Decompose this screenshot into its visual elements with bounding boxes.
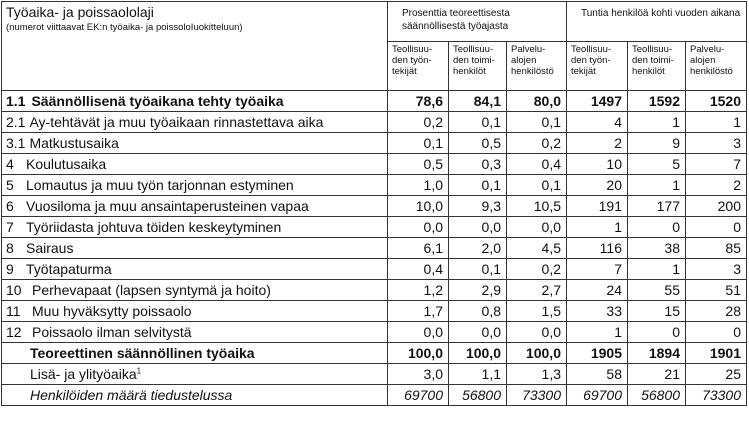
cell: 0,0 <box>388 322 449 343</box>
row-number: 11 <box>6 303 21 319</box>
cell: 0,5 <box>388 154 449 175</box>
cell: 15 <box>628 301 686 322</box>
row-number: 8 <box>6 240 14 256</box>
row-number: 6 <box>6 198 14 214</box>
row-number: 9 <box>6 261 14 277</box>
cell: 1 <box>628 175 686 196</box>
cell: 0,1 <box>449 112 507 133</box>
col-header-industry-officials-pct: Teollisuu- den toimi- henkilöt <box>449 42 507 91</box>
cell: 0,1 <box>449 259 507 280</box>
total-label: Teoreettinen säännöllinen työaika <box>2 343 388 364</box>
cell: 3 <box>686 133 747 154</box>
row-label: Ay-tehtävät ja muu työaikaan rinnastettava aika <box>29 114 324 130</box>
footnote-marker: 1 <box>136 366 142 376</box>
row-label: Työriidasta johtuva töiden keskeytyminen <box>26 219 282 235</box>
cell: 1,3 <box>507 364 567 385</box>
cell: 1,5 <box>507 301 567 322</box>
cell: 7 <box>686 154 747 175</box>
cell: 10,5 <box>507 196 567 217</box>
col-header-service-staff-pct: Palvelu- alojen henkilöstö <box>507 42 567 91</box>
cell: 0,3 <box>449 154 507 175</box>
cell: 84,1 <box>449 91 507 112</box>
row-number: 5 <box>6 177 14 193</box>
cell: 191 <box>567 196 628 217</box>
col-header-service-staff-hours: Palvelu- alojen henkilöstö <box>686 42 747 91</box>
cell: 51 <box>686 280 747 301</box>
table-title: Työaika- ja poissaololaji <box>6 4 154 20</box>
cell: 100,0 <box>449 343 507 364</box>
cell: 1 <box>686 112 747 133</box>
table-row <box>2 112 747 133</box>
table-row <box>2 91 747 112</box>
cell: 10,0 <box>388 196 449 217</box>
cell: 200 <box>686 196 747 217</box>
row-label: Vuosiloma ja muu ansaintaperusteinen vapaa <box>26 198 309 214</box>
cell: 56800 <box>628 385 686 406</box>
col-header-industry-workers-pct: Teollisuu- den työn- tekijät <box>388 42 449 91</box>
cell: 33 <box>567 301 628 322</box>
row-label: Sairaus <box>26 240 74 256</box>
overtime-row <box>2 364 747 385</box>
row-number: 2.1 <box>6 114 26 130</box>
cell: 55 <box>628 280 686 301</box>
cell: 0,2 <box>507 259 567 280</box>
cell: 7 <box>567 259 628 280</box>
cell: 2,7 <box>507 280 567 301</box>
cell: 9 <box>628 133 686 154</box>
cell: 9,3 <box>449 196 507 217</box>
table-row <box>2 175 747 196</box>
cell: 5 <box>628 154 686 175</box>
col-header-industry-officials-hours: Teollisuu- den toimi- henkilöt <box>628 42 686 91</box>
cell: 4 <box>567 112 628 133</box>
cell: 0,0 <box>449 322 507 343</box>
table-row <box>2 217 747 238</box>
cell: 69700 <box>388 385 449 406</box>
cell: 2,9 <box>449 280 507 301</box>
group-header-hours: Tuntia henkilöä kohti vuoden aikana <box>567 2 747 42</box>
count-label: Henkilöiden määrä tiedustelussa <box>2 385 388 406</box>
cell: 1905 <box>567 343 628 364</box>
table-row <box>2 238 747 259</box>
row-number: 4 <box>6 156 14 172</box>
cell: 177 <box>628 196 686 217</box>
cell: 1 <box>628 259 686 280</box>
row-label: Perhevapaat (lapsen syntymä ja hoito) <box>32 282 271 298</box>
cell: 1,1 <box>449 364 507 385</box>
group-header-percent: Prosenttia teoreettisesta säännöllisestä työajasta <box>388 2 567 42</box>
row-label: Koulutusaika <box>26 156 107 172</box>
cell: 69700 <box>567 385 628 406</box>
cell: 0,1 <box>507 175 567 196</box>
cell: 0,1 <box>388 133 449 154</box>
cell: 0,4 <box>507 154 567 175</box>
cell: 10 <box>567 154 628 175</box>
row-number: 12 <box>6 324 22 340</box>
cell: 0,0 <box>388 217 449 238</box>
cell: 20 <box>567 175 628 196</box>
table-row <box>2 280 747 301</box>
cell: 116 <box>567 238 628 259</box>
cell: 0,0 <box>449 217 507 238</box>
row-label: Muu hyväksytty poissaolo <box>32 303 192 319</box>
cell: 56800 <box>449 385 507 406</box>
cell: 1 <box>567 217 628 238</box>
cell: 1,7 <box>388 301 449 322</box>
cell: 2 <box>686 175 747 196</box>
cell: 21 <box>628 364 686 385</box>
cell: 0,8 <box>449 301 507 322</box>
working-time-table <box>1 1 747 406</box>
table-row <box>2 322 747 343</box>
cell: 100,0 <box>388 343 449 364</box>
row-label: Työtapaturma <box>26 261 112 277</box>
cell: 73300 <box>507 385 567 406</box>
cell: 1901 <box>686 343 747 364</box>
cell: 0,2 <box>388 112 449 133</box>
count-row <box>2 385 747 406</box>
cell: 1 <box>628 112 686 133</box>
cell: 0 <box>686 217 747 238</box>
cell: 0 <box>628 217 686 238</box>
cell: 0,0 <box>507 322 567 343</box>
cell: 1520 <box>686 91 747 112</box>
cell: 25 <box>686 364 747 385</box>
table-row <box>2 154 747 175</box>
cell: 0 <box>686 322 747 343</box>
cell: 78,6 <box>388 91 449 112</box>
row-label: Lomautus ja muu työn tarjonnan estyminen <box>26 177 294 193</box>
row-number: 10 <box>6 282 22 298</box>
cell: 3,0 <box>388 364 449 385</box>
row-number: 1.1 <box>6 93 26 109</box>
cell: 28 <box>686 301 747 322</box>
cell: 4,5 <box>507 238 567 259</box>
cell: 100,0 <box>507 343 567 364</box>
cell: 0 <box>628 322 686 343</box>
row-number: 3.1 <box>6 135 26 151</box>
row-number: 7 <box>6 219 14 235</box>
cell: 0,0 <box>507 217 567 238</box>
cell: 24 <box>567 280 628 301</box>
cell: 1894 <box>628 343 686 364</box>
cell: 0,4 <box>388 259 449 280</box>
col-header-industry-workers-hours: Teollisuu- den työn- tekijät <box>567 42 628 91</box>
table-row <box>2 259 747 280</box>
cell: 1,0 <box>388 175 449 196</box>
cell: 1 <box>567 322 628 343</box>
cell: 58 <box>567 364 628 385</box>
cell: 0,2 <box>507 133 567 154</box>
cell: 0,5 <box>449 133 507 154</box>
overtime-label: Lisä- ja ylityöaika <box>30 366 137 382</box>
cell: 1592 <box>628 91 686 112</box>
cell: 1,2 <box>388 280 449 301</box>
cell: 2,0 <box>449 238 507 259</box>
cell: 3 <box>686 259 747 280</box>
cell: 2 <box>567 133 628 154</box>
row-label: Säännöllisenä työaikana tehty työaika <box>31 93 284 109</box>
cell: 1497 <box>567 91 628 112</box>
table-row <box>2 133 747 154</box>
cell: 0,1 <box>507 112 567 133</box>
table-row <box>2 196 747 217</box>
row-label: Poissaolo ilman selvitystä <box>32 324 192 340</box>
total-row <box>2 343 747 364</box>
cell: 0,1 <box>449 175 507 196</box>
cell: 80,0 <box>507 91 567 112</box>
table-row <box>2 301 747 322</box>
cell: 6,1 <box>388 238 449 259</box>
cell: 85 <box>686 238 747 259</box>
table-subtitle: (numerot viittaavat EK:n työaika- ja poissoloIuokitteluun) <box>6 22 243 33</box>
row-label: Matkustusaika <box>29 135 119 151</box>
cell: 38 <box>628 238 686 259</box>
cell: 73300 <box>686 385 747 406</box>
table-header-title-cell <box>2 2 388 91</box>
